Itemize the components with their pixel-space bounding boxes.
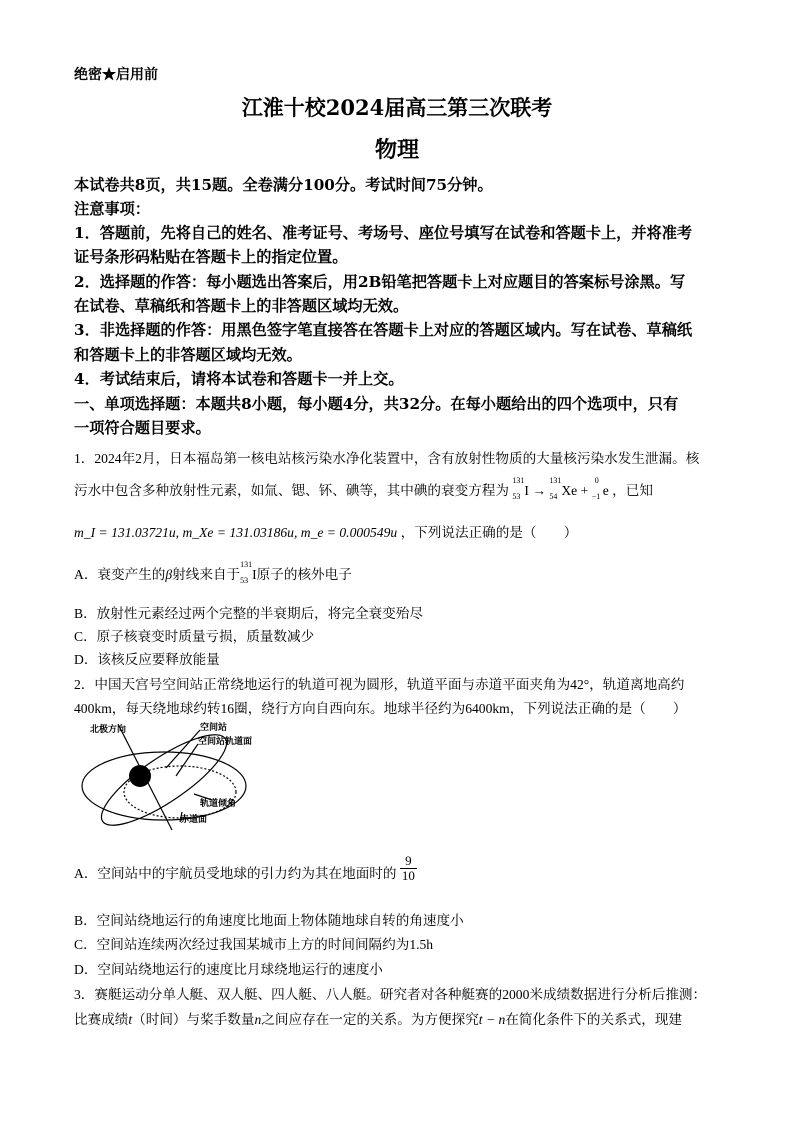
q1-stem-line1: 1．2024年2月，日本福岛第一核电站核污染水净化装置中，含有放射性物质的大量核污染水发生泄漏。核 (74, 451, 700, 466)
label-equator: 赤道面 (180, 815, 208, 825)
q2-stem-line2: 400km，每天绕地球约转16圈，绕行方向自西向东。地球半径约为6400km，下列说法正确的是（ ） (74, 701, 687, 716)
q1-given-label: ，已知 (612, 483, 653, 498)
fraction-numerator: 9 (400, 854, 417, 869)
decay-equation (512, 476, 612, 501)
var-t-minus-n: t − n (478, 1012, 506, 1027)
mass-values: m_I = 131.03721u, m_Xe = 131.03186u, m_e = 0.000549u (74, 525, 398, 540)
iodine-mass-number: 131 (512, 476, 525, 485)
decay-arrow: → (532, 483, 546, 498)
var-n: n (254, 1012, 262, 1027)
q3-stem-line1: 3．赛艇运动分单人艇、双人艇、四人艇、八人艇。研究者对各种艇赛的2000米成绩数据进行分析后推测： (74, 987, 707, 1002)
label-leader-orbit (176, 744, 198, 776)
electron-nuclide (591, 476, 609, 501)
section1-heading-b: 一项符合题目要求。 (74, 419, 211, 437)
q1-stem-line3 (74, 521, 577, 541)
iodine-nuclide (512, 476, 529, 501)
q1-stem-line2-text: 污水中包含多种放射性元素，如氚、锶、钚、碘等，其中碘的衰变方程为 (74, 483, 509, 498)
q2-option-d[interactable]: D．空间站绕地运行的速度比月球绕地运行的速度小 (74, 962, 383, 977)
label-tilt: 轨道倾角 (200, 799, 237, 809)
label-orbit: 空间站轨道面 (198, 737, 253, 747)
q2-option-a-text: A．空间站中的宇航员受地球的引力约为其在地面时的 (74, 866, 397, 881)
earth-dot (129, 765, 151, 787)
subject-title: 物理 (374, 137, 419, 163)
orbit-diagram (76, 718, 276, 836)
q1-option-d[interactable]: D．该核反应要释放能量 (74, 652, 220, 667)
note-4: 4．考试结束后，请将本试卷和答题卡一并上交。 (74, 370, 404, 388)
q3-text-4: 在简化条件下的关系式，现建 (505, 1012, 683, 1027)
notes-heading: 注意事项： (74, 200, 150, 218)
xenon-mass-number: 131 (549, 476, 562, 485)
xenon-symbol: Xe (561, 483, 578, 498)
fraction-denominator: 10 (401, 868, 415, 884)
iodine-symbol-a: I (252, 567, 257, 582)
q2-option-c[interactable]: C．空间站连续两次经过我国某城市上方的时间间隔约为1.5h (74, 937, 434, 952)
section1-heading-a: 一、单项选择题：本题共8小题，每小题4分，共32分。在每小题给出的四个选项中，只有 (74, 395, 679, 413)
q1-stem-line2 (74, 476, 653, 501)
note-3b: 和答题卡上的非答题区域均无效。 (74, 346, 302, 364)
q1-option-a[interactable] (74, 560, 352, 585)
q1-option-a-text: A．衰变产生的 (74, 567, 166, 582)
beta-symbol: β (165, 567, 173, 582)
electron-mass-number: 0 (594, 476, 599, 485)
iodine-atomic-number-a: 53 (240, 576, 249, 585)
iodine-atomic-number: 53 (512, 492, 521, 501)
plus-sign: + (580, 483, 589, 498)
q2-option-b[interactable]: B．空间站绕地运行的角速度比地面上物体随地球自转的角速度小 (74, 913, 464, 928)
iodine-symbol: I (524, 483, 529, 498)
q1-option-b[interactable]: B．放射性元素经过两个完整的半衰期后，将完全衰变殆尽 (74, 606, 423, 621)
var-t: t (128, 1012, 133, 1027)
q1-option-a-text-3: 原子的核外电子 (256, 567, 352, 582)
xenon-atomic-number: 54 (549, 492, 558, 501)
q1-prompt: ，下列说法正确的是（ ） (400, 525, 578, 540)
label-north: 北极方向 (90, 725, 127, 735)
electron-charge-number: −1 (591, 492, 601, 501)
note-2b: 在试卷、草稿纸和答题卡上的非答题区域均无效。 (74, 297, 409, 315)
q2-stem-line1: 2．中国天宫号空间站正常绕地运行的轨道可视为圆形，轨道平面与赤道平面夹角为42°，轨道离地高约 (74, 677, 685, 692)
iodine-nuclide-a (240, 560, 257, 585)
q3-text-2: （时间）与桨手数量 (132, 1012, 255, 1027)
q3-text-1: 比赛成绩 (74, 1012, 129, 1027)
electron-symbol: e (602, 483, 609, 498)
note-1a: 1．答题前，先将自己的姓名、准考证号、考场号、座位号填写在试卷和答题卡上，并将准考 (74, 224, 693, 242)
note-3a: 3．非选择题的作答：用黑色签字笔直接答在答题卡上对应的答题区域内。写在试卷、草稿纸 (74, 321, 693, 339)
iodine-mass-number-a: 131 (240, 560, 253, 569)
xenon-nuclide (549, 476, 578, 501)
q3-text-3: 之间应存在一定的关系。为方便探究 (261, 1012, 479, 1027)
fraction-nine-tenths (400, 854, 417, 884)
q1-option-c[interactable]: C．原子核衰变时质量亏损，质量数减少 (74, 629, 315, 644)
q2-option-a[interactable] (74, 853, 417, 884)
q1-option-a-text-2: 射线来自于 (172, 567, 241, 582)
exam-intro: 本试卷共8页，共15题。全卷满分100分。考试时间75分钟。 (74, 176, 493, 194)
exam-title: 江淮十校2024届高三第三次联考 (241, 95, 553, 120)
secret-label: 绝密★启用前 (74, 67, 158, 83)
note-2a: 2．选择题的作答：每小题选出答案后，用2B铅笔把答题卡上对应题目的答案标号涂黑。写 (74, 273, 686, 291)
label-station: 空间站 (200, 723, 228, 733)
note-1b: 证号条形码粘贴在答题卡上的指定位置。 (74, 248, 348, 266)
q3-stem-line2 (74, 1008, 682, 1028)
